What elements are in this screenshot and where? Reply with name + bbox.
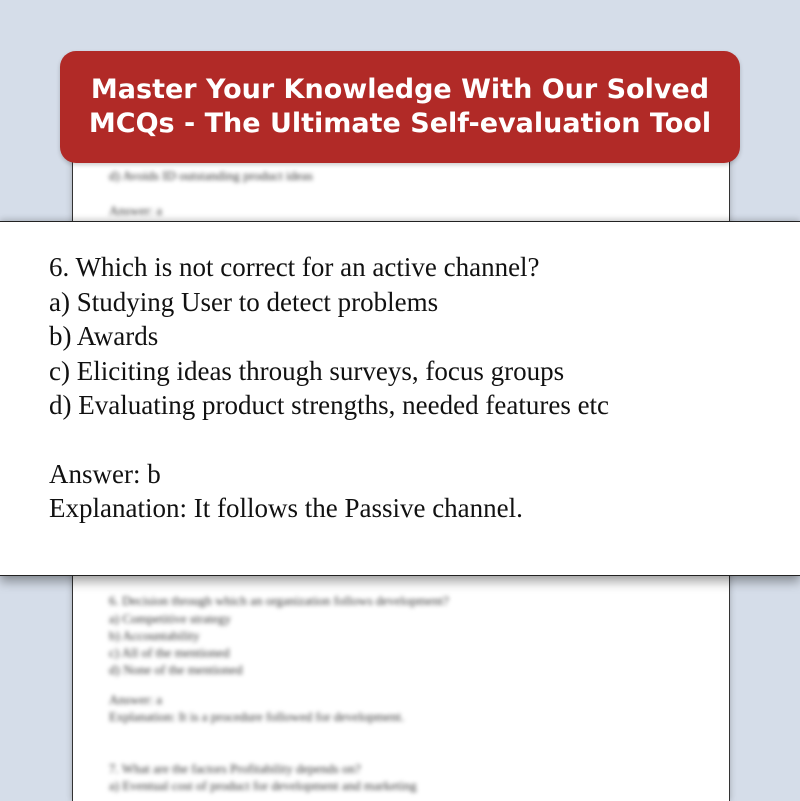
- blurred-line: c) All of the mentioned: [109, 645, 230, 660]
- blurred-line: d) Avoids ID outstanding product ideas: [109, 168, 313, 183]
- banner-title-line-1: Master Your Knowledge With Our Solved: [90, 74, 710, 105]
- option-c: c) Eliciting ideas through surveys, focus groups: [49, 355, 565, 386]
- blurred-line: a) Eventual cost of product for development and marketing: [109, 778, 417, 793]
- question-text: 6. Which is not correct for an active channel?: [49, 252, 540, 282]
- option-b: b) Awards: [49, 321, 159, 351]
- question-card: [0, 221, 800, 576]
- option-d: d) Evaluating product strengths, needed features etc: [49, 390, 610, 420]
- blurred-line: Answer: a: [109, 203, 163, 218]
- title-banner: [60, 51, 740, 163]
- blurred-line: d) None of the mentioned: [109, 662, 243, 677]
- blurred-line: b) Accountability: [109, 628, 200, 643]
- question-block: [49, 250, 609, 526]
- blurred-line: Answer: a: [109, 692, 163, 707]
- spacer: [49, 423, 609, 457]
- banner-title-line-2: MCQs - The Ultimate Self-evaluation Tool: [88, 108, 712, 139]
- explanation-text: Explanation: It follows the Passive channel.: [49, 493, 523, 523]
- blurred-line: 6. Decision through which an organization follows development?: [109, 593, 449, 608]
- option-a: a) Studying User to detect problems: [49, 286, 439, 317]
- answer-text: Answer: b: [49, 458, 161, 489]
- blurred-line: 7. What are the factors Profitability depends on?: [109, 761, 361, 776]
- blurred-line: a) Competitive strategy: [109, 611, 232, 626]
- blurred-line: Explanation: It is a procedure followed for development.: [109, 709, 405, 724]
